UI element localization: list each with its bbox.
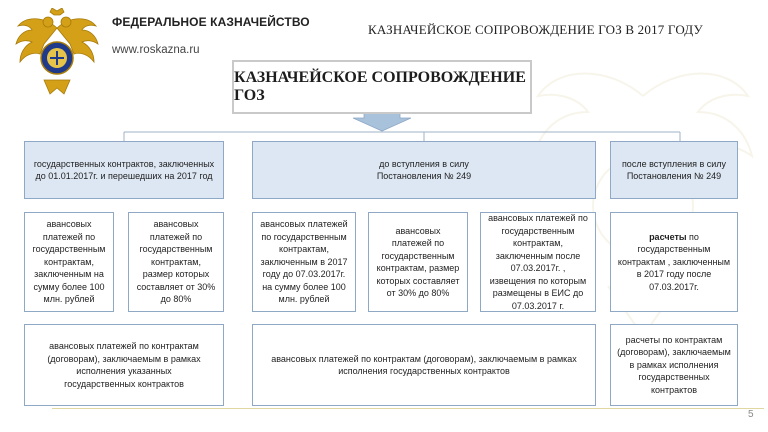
bottom-box-3	[610, 324, 738, 406]
category-text: государственных контрактов, заключенных до 01.01.2017г. и перешедших на 2017 год	[33, 158, 215, 181]
middle-box-5	[480, 212, 596, 312]
middle-box-3	[252, 212, 356, 312]
bottom-box-1	[24, 324, 224, 406]
middle-box-2	[128, 212, 224, 312]
bottom-box-2	[252, 324, 596, 406]
middle-text: авансовых платежей по государственным контрактам, заключенным в 2017 году до 07.03.2017г. на сумму более 100 млн. рублей	[260, 219, 348, 305]
bottom-text: авансовых платежей по контрактам (договорам), заключаемым в рамках исполнения государственных контрактов	[271, 353, 577, 376]
middle-text: авансовых платежей по государственным контрактам, размер которых составляет от 30% до 80%	[136, 219, 216, 305]
bottom-text: авансовых платежей по контрактам (договорам), заключаемым в рамках исполнения указанных государственных контрактов	[47, 341, 201, 389]
footer-divider	[52, 408, 764, 409]
category-text: до вступления в силу Постановления № 249	[376, 158, 472, 181]
category-box-pre-2017	[24, 141, 224, 199]
page-number: 5	[748, 409, 754, 420]
middle-text-6	[617, 231, 731, 294]
category-text: после вступления в силу Постановления № 249	[621, 158, 727, 181]
bottom-text: расчеты по контрактам (договорам), заключаемым в рамках исполнения государственных контрактов	[617, 334, 731, 395]
category-box-before-249	[252, 141, 596, 199]
middle-text: авансовых платежей по государственным контрактам, размер которых составляет от 30% до 80%	[376, 225, 460, 298]
middle-text: авансовых платежей по государственным контрактам, заключенным на сумму более 100 млн. рублей	[32, 219, 106, 305]
diagram-title-box	[232, 60, 532, 114]
middle-text: авансовых платежей по государственным контрактам, заключенным после 07.03.2017г. , извещения по которым размещены в ЕИС до 07.03.2017 г.	[488, 213, 588, 311]
org-name: ФЕДЕРАЛЬНОЕ КАЗНАЧЕЙСТВО	[112, 15, 310, 29]
middle-text-6-rest: по государственным контрактам , заключенным в 2017 году после 07.03.2017г.	[617, 231, 731, 292]
middle-box-4	[368, 212, 468, 312]
category-box-after-249	[610, 141, 738, 199]
slide-header-title: КАЗНАЧЕЙСКОЕ СОПРОВОЖДЕНИЕ ГОЗ В 2017 ГОДУ	[368, 22, 703, 37]
middle-box-6	[610, 212, 738, 312]
middle-box-1	[24, 212, 114, 312]
down-arrow-icon	[353, 112, 411, 131]
settlements-bold-word: расчеты	[649, 231, 687, 242]
diagram-title: КАЗНАЧЕЙСКОЕ СОПРОВОЖДЕНИЕ ГОЗ	[234, 69, 526, 104]
org-url-link[interactable]: www.roskazna.ru	[112, 44, 200, 56]
